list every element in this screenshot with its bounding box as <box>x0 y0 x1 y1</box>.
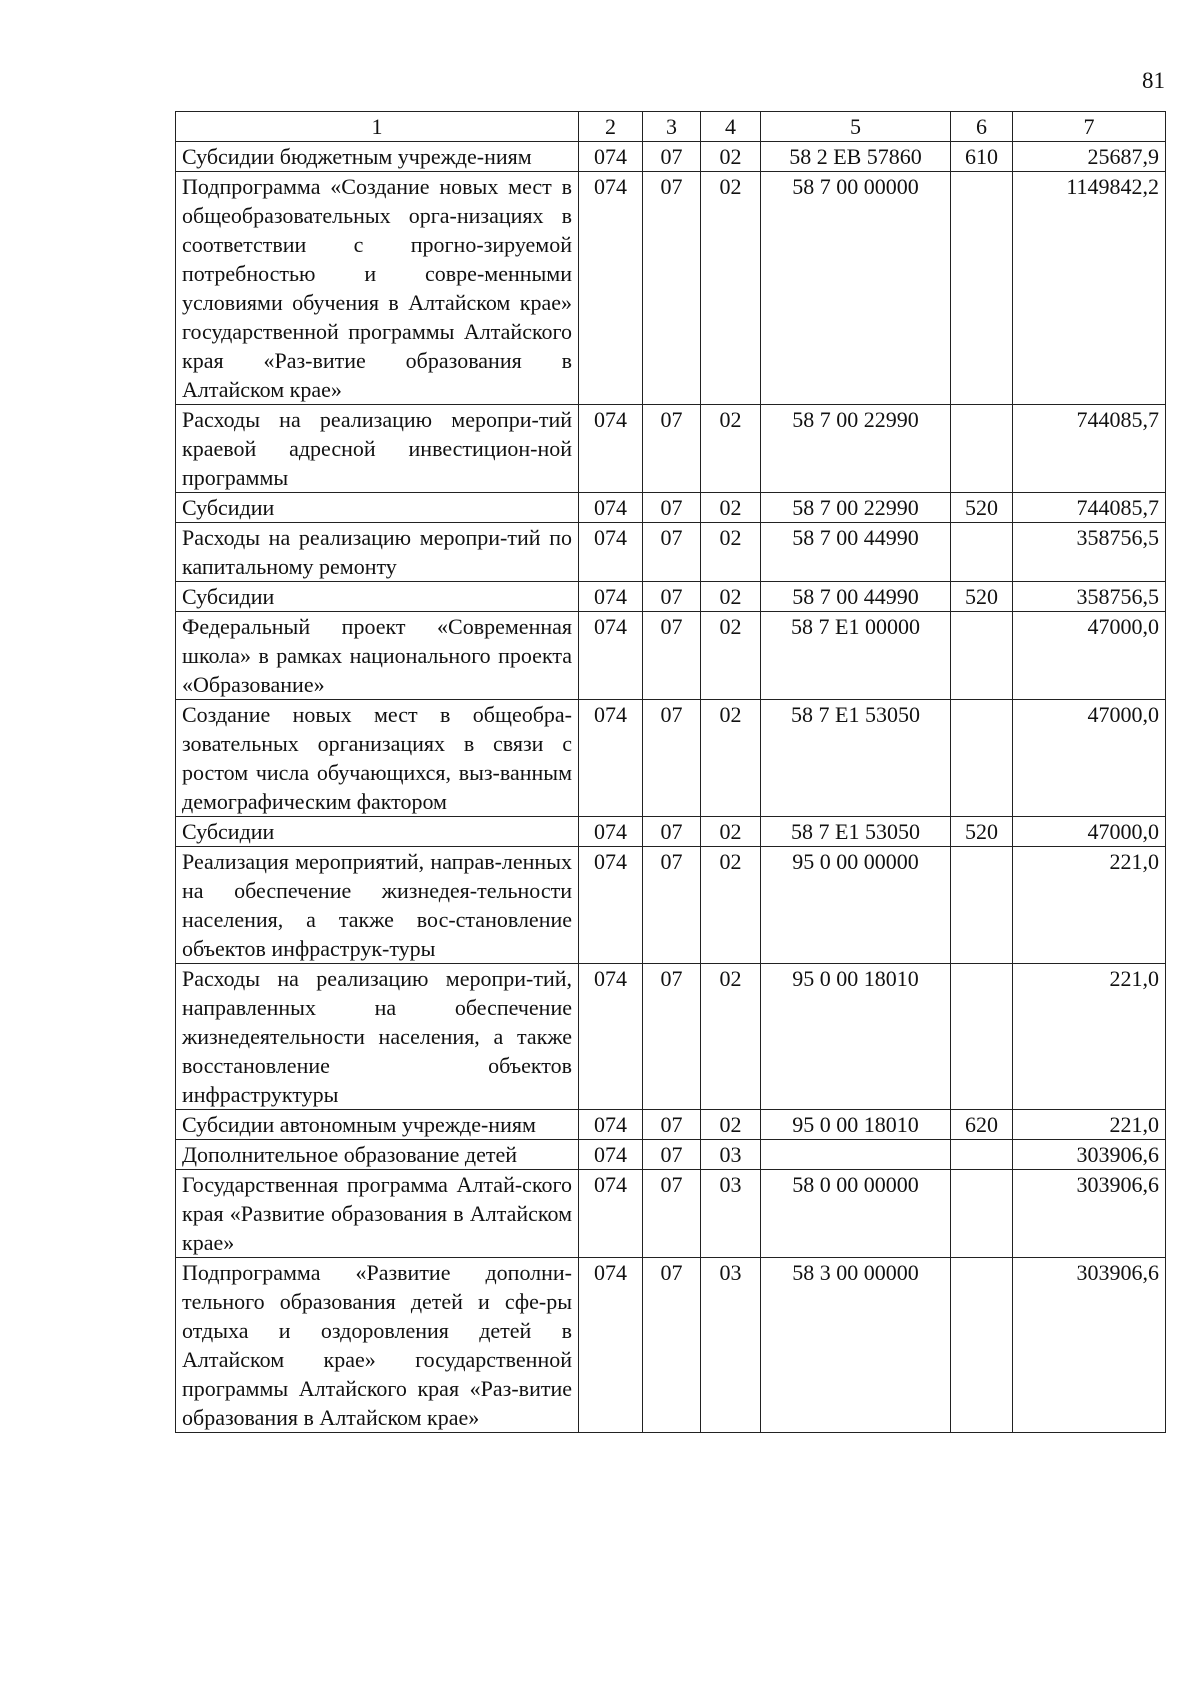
row-c5: 58 7 00 22990 <box>761 405 951 493</box>
row-c5: 58 7 E1 00000 <box>761 612 951 700</box>
row-c2: 074 <box>579 523 643 582</box>
row-name: Расходы на реализацию меропри-тий, направленных на обеспечение жизнедеятельности населения, а также восстановление объектов инфраструктуры <box>176 964 579 1110</box>
header-cell: 5 <box>761 112 951 142</box>
table-row <box>176 405 1166 493</box>
row-c4: 02 <box>701 493 761 523</box>
row-c3: 07 <box>643 700 701 817</box>
row-c2: 074 <box>579 582 643 612</box>
row-name: Дополнительное образование детей <box>176 1140 579 1170</box>
row-c4: 02 <box>701 700 761 817</box>
row-c7: 744085,7 <box>1013 405 1166 493</box>
table-row <box>176 1140 1166 1170</box>
header-cell: 1 <box>176 112 579 142</box>
table-row <box>176 612 1166 700</box>
row-c5: 95 0 00 00000 <box>761 847 951 964</box>
row-c7: 25687,9 <box>1013 142 1166 172</box>
row-c4: 02 <box>701 964 761 1110</box>
row-name: Подпрограмма «Развитие дополни-тельного образования детей и сфе-ры отдыха и оздоровления детей в Алтайском крае» государственной программы Алтайского края «Раз-витие образования в Алтайском крае» <box>176 1258 579 1433</box>
table-row <box>176 700 1166 817</box>
row-c3: 07 <box>643 847 701 964</box>
row-c6 <box>951 405 1013 493</box>
table-row <box>176 847 1166 964</box>
row-c5: 58 0 00 00000 <box>761 1170 951 1258</box>
row-c2: 074 <box>579 700 643 817</box>
row-c4: 02 <box>701 405 761 493</box>
row-c6 <box>951 964 1013 1110</box>
row-c3: 07 <box>643 1110 701 1140</box>
row-c2: 074 <box>579 142 643 172</box>
row-c3: 07 <box>643 405 701 493</box>
table-row <box>176 1258 1166 1433</box>
row-c2: 074 <box>579 817 643 847</box>
row-c3: 07 <box>643 1170 701 1258</box>
row-c3: 07 <box>643 1140 701 1170</box>
row-c2: 074 <box>579 964 643 1110</box>
row-c7: 47000,0 <box>1013 700 1166 817</box>
row-c2: 074 <box>579 1170 643 1258</box>
row-c6 <box>951 612 1013 700</box>
row-c5 <box>761 1140 951 1170</box>
row-c5: 95 0 00 18010 <box>761 964 951 1110</box>
row-name: Реализация мероприятий, направ-ленных на обеспечение жизнедея-тельности населения, а также вос-становление объектов инфраструк-туры <box>176 847 579 964</box>
row-c4: 02 <box>701 847 761 964</box>
row-c3: 07 <box>643 582 701 612</box>
row-c7: 221,0 <box>1013 847 1166 964</box>
table-row <box>176 493 1166 523</box>
row-c7: 221,0 <box>1013 1110 1166 1140</box>
row-name: Создание новых мест в общеобра-зовательных организациях в связи с ростом числа обучающихся, выз-ванным демографическим фактором <box>176 700 579 817</box>
row-c3: 07 <box>643 493 701 523</box>
row-c7: 744085,7 <box>1013 493 1166 523</box>
row-c3: 07 <box>643 523 701 582</box>
row-c4: 02 <box>701 523 761 582</box>
row-c6 <box>951 523 1013 582</box>
table-row <box>176 964 1166 1110</box>
row-c4: 03 <box>701 1170 761 1258</box>
row-c5: 58 7 E1 53050 <box>761 817 951 847</box>
header-row <box>176 112 1166 142</box>
row-name: Субсидии <box>176 493 579 523</box>
row-c4: 02 <box>701 817 761 847</box>
row-c7: 47000,0 <box>1013 612 1166 700</box>
row-name: Субсидии автономным учрежде-ниям <box>176 1110 579 1140</box>
row-name: Государственная программа Алтай-ского края «Развитие образования в Алтайском крае» <box>176 1170 579 1258</box>
page-number: 81 <box>1142 68 1165 93</box>
row-c5: 58 7 00 44990 <box>761 582 951 612</box>
row-name: Субсидии <box>176 817 579 847</box>
row-c5: 58 3 00 00000 <box>761 1258 951 1433</box>
row-c7: 358756,5 <box>1013 582 1166 612</box>
table-row <box>176 1110 1166 1140</box>
row-c7: 303906,6 <box>1013 1258 1166 1433</box>
table-row <box>176 172 1166 405</box>
row-c6: 620 <box>951 1110 1013 1140</box>
row-c7: 303906,6 <box>1013 1140 1166 1170</box>
row-c2: 074 <box>579 847 643 964</box>
row-c7: 47000,0 <box>1013 817 1166 847</box>
row-c5: 58 7 00 00000 <box>761 172 951 405</box>
row-c7: 358756,5 <box>1013 523 1166 582</box>
row-name: Субсидии <box>176 582 579 612</box>
row-c5: 58 7 00 22990 <box>761 493 951 523</box>
row-c3: 07 <box>643 817 701 847</box>
row-c3: 07 <box>643 964 701 1110</box>
row-c6 <box>951 1140 1013 1170</box>
row-c4: 02 <box>701 142 761 172</box>
row-c2: 074 <box>579 1110 643 1140</box>
row-c7: 303906,6 <box>1013 1170 1166 1258</box>
row-c7: 1149842,2 <box>1013 172 1166 405</box>
row-c5: 58 7 00 44990 <box>761 523 951 582</box>
table-row <box>176 523 1166 582</box>
row-c2: 074 <box>579 172 643 405</box>
row-c6 <box>951 847 1013 964</box>
row-c6 <box>951 1170 1013 1258</box>
header-cell: 7 <box>1013 112 1166 142</box>
row-c4: 02 <box>701 582 761 612</box>
row-c2: 074 <box>579 493 643 523</box>
table-row <box>176 817 1166 847</box>
row-c5: 58 7 E1 53050 <box>761 700 951 817</box>
row-name: Субсидии бюджетным учрежде-ниям <box>176 142 579 172</box>
row-c4: 03 <box>701 1258 761 1433</box>
row-c5: 95 0 00 18010 <box>761 1110 951 1140</box>
row-c5: 58 2 ЕВ 57860 <box>761 142 951 172</box>
row-c6: 520 <box>951 817 1013 847</box>
row-c3: 07 <box>643 142 701 172</box>
row-c2: 074 <box>579 1258 643 1433</box>
row-c6 <box>951 1258 1013 1433</box>
row-c3: 07 <box>643 612 701 700</box>
header-cell: 2 <box>579 112 643 142</box>
row-c6 <box>951 700 1013 817</box>
row-c6: 520 <box>951 582 1013 612</box>
budget-table <box>175 111 1166 1433</box>
row-c4: 02 <box>701 172 761 405</box>
table-row <box>176 142 1166 172</box>
row-c4: 02 <box>701 612 761 700</box>
row-c6: 520 <box>951 493 1013 523</box>
row-c4: 03 <box>701 1140 761 1170</box>
row-c4: 02 <box>701 1110 761 1140</box>
row-c2: 074 <box>579 405 643 493</box>
row-name: Подпрограмма «Создание новых мест в общеобразовательных орга-низациях в соответствии с прогно-зируемой потребностью и совре-менными условиями обучения в Алтайском крае» государственной программы Алтайского края «Раз-витие образования в Алтайском крае» <box>176 172 579 405</box>
row-name: Расходы на реализацию меропри-тий краевой адресной инвестицион-ной программы <box>176 405 579 493</box>
row-name: Расходы на реализацию меропри-тий по капитальному ремонту <box>176 523 579 582</box>
header-cell: 4 <box>701 112 761 142</box>
row-c3: 07 <box>643 1258 701 1433</box>
row-c3: 07 <box>643 172 701 405</box>
table-row <box>176 1170 1166 1258</box>
row-name: Федеральный проект «Современная школа» в рамках национального проекта «Образование» <box>176 612 579 700</box>
row-c2: 074 <box>579 1140 643 1170</box>
row-c6: 610 <box>951 142 1013 172</box>
header-cell: 6 <box>951 112 1013 142</box>
table-body <box>176 142 1166 1433</box>
header-cell: 3 <box>643 112 701 142</box>
row-c2: 074 <box>579 612 643 700</box>
table-row <box>176 582 1166 612</box>
row-c6 <box>951 172 1013 405</box>
row-c7: 221,0 <box>1013 964 1166 1110</box>
